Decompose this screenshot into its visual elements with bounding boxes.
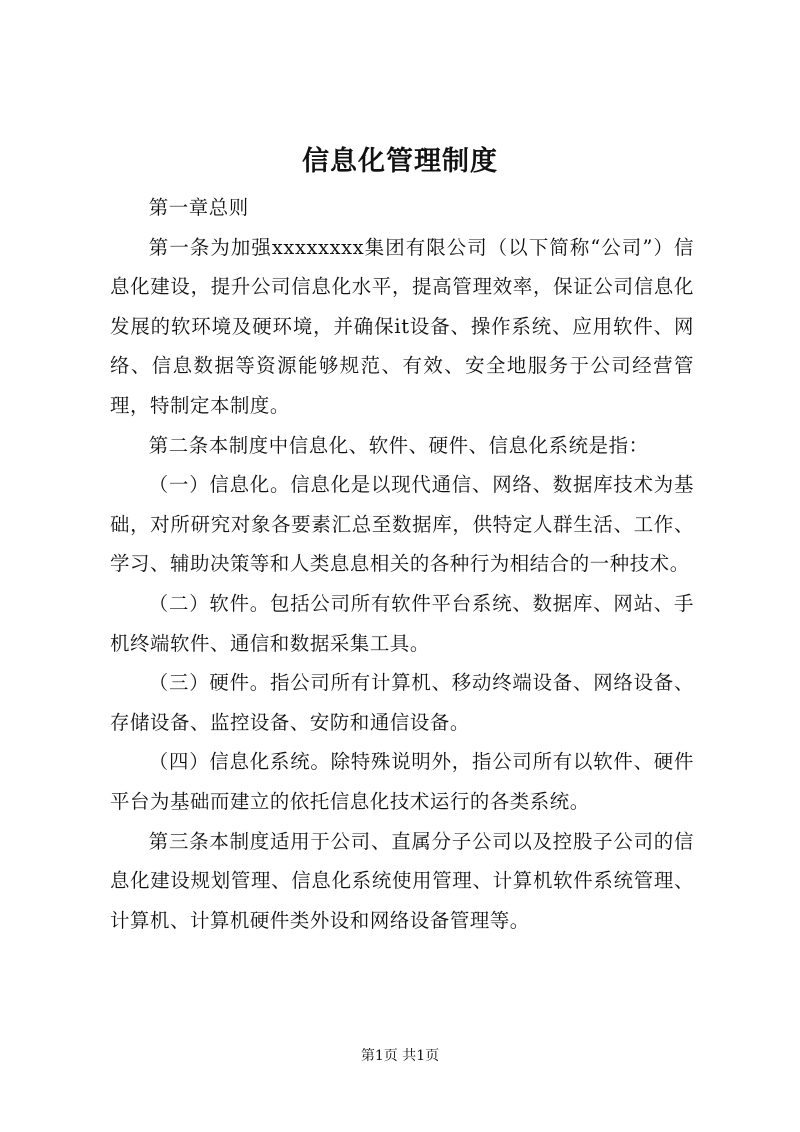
paragraph-item-3: （三）硬件。指公司所有计算机、移动终端设备、网络设备、存储设备、监控设备、安防和通信设备。 (110, 671, 694, 734)
paragraph-article-1: 第一条为加强xxxxxxxx集团有限公司（以下简称“公司”）信息化建设，提升公司信息化水平，提高管理效率，保证公司信息化发展的软环境及硬环境，并确保it设备、操作系统、应用软件、网络、信息数据等资源能够规范、有效、安全地服务于公司经营管理，特制定本制度。 (110, 235, 694, 417)
chapter-heading: 第一章总则 (148, 196, 249, 219)
paragraph-article-2: 第二条本制度中信息化、软件、硬件、信息化系统是指： (148, 433, 649, 457)
document-body (110, 188, 694, 940)
paragraph-item-4: （四）信息化系统。除特殊说明外，指公司所有以软件、硬件平台为基础而建立的依托信息化技术运行的各类系统。 (110, 750, 694, 813)
document-title: 信息化管理制度 (302, 146, 498, 177)
page-number-footer: 第1页 共1页 (360, 1048, 440, 1064)
paragraph-item-1: （一）信息化。信息化是以现代通信、网络、数据库技术为基础，对所研究对象各要素汇总至数据库，供特定人群生活、工作、学习、辅助决策等和人类息息相关的各种行为相结合的一种技术。 (110, 473, 694, 576)
paragraph-article-3: 第三条本制度适用于公司、直属分子公司以及控股子公司的信息化建设规划管理、信息化系统使用管理、计算机软件系统管理、计算机、计算机硬件类外设和网络设备管理等。 (110, 829, 694, 932)
paragraph-item-2: （二）软件。包括公司所有软件平台系统、数据库、网站、手机终端软件、通信和数据采集工具。 (110, 591, 694, 655)
